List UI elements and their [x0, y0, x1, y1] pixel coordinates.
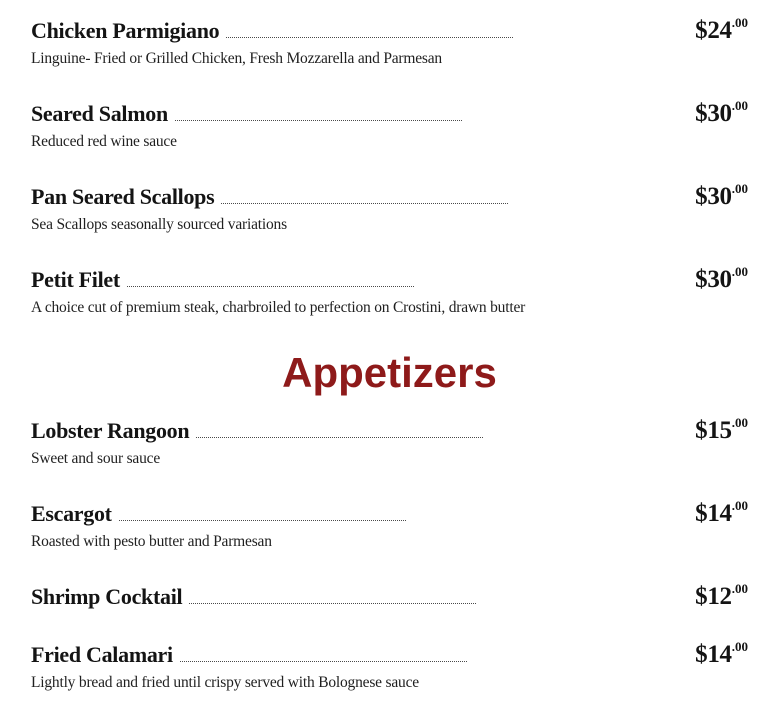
price-dollars: $14: [695, 500, 732, 527]
price-dollars: $24: [695, 17, 732, 44]
price-dollars: $30: [695, 266, 732, 293]
price-cents: .00: [731, 498, 748, 513]
menu-item-row: [31, 640, 748, 667]
menu-item: [31, 582, 748, 609]
price-dollars: $12: [695, 583, 732, 610]
price-dollars: $15: [695, 417, 732, 444]
item-description: Lightly bread and fried until crispy served with Bolognese sauce: [31, 674, 419, 691]
section-heading: Appetizers: [282, 349, 497, 396]
price-cents: .00: [731, 415, 748, 430]
dotted-leader: [196, 434, 483, 438]
section-items: [31, 416, 748, 692]
dotted-leader: [119, 517, 406, 521]
item-price: [695, 16, 748, 43]
price-cents: .00: [731, 581, 748, 596]
dotted-leader: [180, 658, 467, 662]
item-price: [695, 265, 748, 292]
menu-section: [31, 349, 748, 692]
price-cents: .00: [731, 639, 748, 654]
menu-item-row: [31, 499, 748, 526]
dotted-leader: [226, 34, 513, 38]
menu-item-row: [31, 99, 748, 126]
menu-item: [31, 499, 748, 551]
item-name: Shrimp Cocktail: [31, 584, 183, 609]
menu-item-row: [31, 16, 748, 43]
item-name: Pan Seared Scallops: [31, 184, 215, 209]
section-items: [31, 16, 748, 317]
item-description: A choice cut of premium steak, charbroiled to perfection on Crostini, drawn butter: [31, 299, 526, 316]
menu-item: [31, 640, 748, 692]
item-description: Reduced red wine sauce: [31, 133, 177, 150]
menu-item: [31, 416, 748, 468]
item-price: [695, 499, 748, 526]
item-price: [695, 640, 748, 667]
item-name: Lobster Rangoon: [31, 418, 190, 443]
item-description: Roasted with pesto butter and Parmesan: [31, 533, 272, 550]
price-dollars: $14: [695, 641, 732, 668]
menu-item: [31, 265, 748, 317]
price-dollars: $30: [695, 183, 732, 210]
menu-item-row: [31, 582, 748, 609]
menu-item-row: [31, 265, 748, 292]
item-description: Sweet and sour sauce: [31, 450, 160, 467]
price-cents: .00: [731, 15, 748, 30]
price-cents: .00: [731, 98, 748, 113]
item-name: Seared Salmon: [31, 101, 168, 126]
menu-item: [31, 182, 748, 234]
menu-item-row: [31, 416, 748, 443]
menu-section: [31, 16, 748, 317]
item-name: Petit Filet: [31, 267, 120, 292]
menu-item: [31, 99, 748, 151]
item-price: [695, 99, 748, 126]
menu-item-row: [31, 182, 748, 209]
dotted-leader: [175, 117, 462, 121]
dotted-leader: [221, 200, 508, 204]
dotted-leader: [127, 283, 414, 287]
item-description: Sea Scallops seasonally sourced variations: [31, 216, 287, 233]
item-price: [695, 416, 748, 443]
price-cents: .00: [731, 181, 748, 196]
price-dollars: $30: [695, 100, 732, 127]
item-price: [695, 182, 748, 209]
price-cents: .00: [731, 264, 748, 279]
dotted-leader: [189, 600, 476, 604]
item-price: [695, 582, 748, 609]
menu-item: [31, 16, 748, 68]
item-description: Linguine- Fried or Grilled Chicken, Fresh Mozzarella and Parmesan: [31, 50, 442, 67]
item-name: Escargot: [31, 501, 112, 526]
item-name: Chicken Parmigiano: [31, 18, 220, 43]
item-name: Fried Calamari: [31, 642, 173, 667]
